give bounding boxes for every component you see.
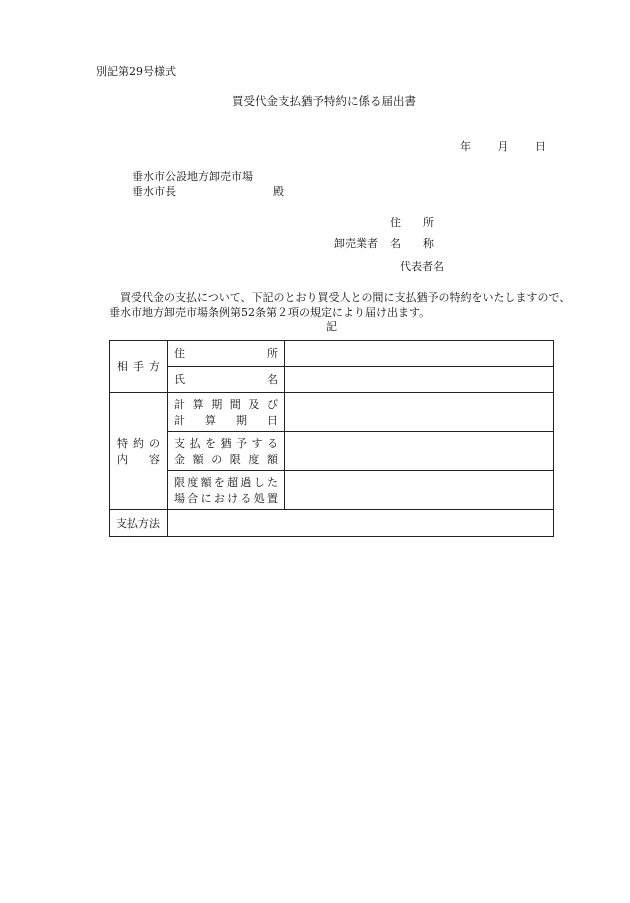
label-char: を xyxy=(205,436,216,450)
sender-name-label: 名 称 xyxy=(390,237,434,250)
label-char: 間 xyxy=(229,397,241,411)
date-line xyxy=(460,141,546,152)
label-char: 予 xyxy=(236,436,247,450)
label-char: お xyxy=(213,491,225,505)
label-char: 額 xyxy=(200,475,212,489)
addressee-mayor: 垂水市長 xyxy=(132,185,176,198)
label-char: る xyxy=(267,436,278,450)
counterparty-name-label xyxy=(168,367,285,393)
table-row xyxy=(110,471,554,510)
counterparty-address-label xyxy=(168,341,285,367)
label-char: 住 xyxy=(174,347,185,360)
label-char: 限 xyxy=(174,475,185,489)
label-char: 場 xyxy=(174,491,185,505)
label-char: の xyxy=(211,452,223,466)
label-char: 合 xyxy=(187,491,199,505)
label-char: 払 xyxy=(189,436,201,450)
terms-char: 約 xyxy=(133,436,144,450)
label-char: 算 xyxy=(205,413,216,427)
label-char: 支 xyxy=(174,436,185,450)
label-char: 限 xyxy=(229,452,241,466)
label-char: 猶 xyxy=(220,436,232,450)
label-char: た xyxy=(266,475,278,489)
calc-period-value[interactable] xyxy=(285,393,554,432)
ki-heading: 記 xyxy=(326,320,337,333)
document-title: 買受代金支払猶予特約に係る届出書 xyxy=(232,94,416,108)
deferred-amount-label xyxy=(168,432,285,471)
addressee-honorific: 殿 xyxy=(273,185,284,198)
table-row xyxy=(110,432,554,471)
label-char: 置 xyxy=(266,491,278,505)
deferred-amount-value[interactable] xyxy=(285,432,554,471)
label-char: 及 xyxy=(248,397,260,411)
counterparty-name-value[interactable] xyxy=(285,367,554,393)
terms-char: の xyxy=(149,436,160,450)
label-char: 度 xyxy=(248,452,260,466)
label-char: 氏 xyxy=(174,373,185,386)
label-char: 額 xyxy=(266,452,278,466)
label-char: 過 xyxy=(240,475,252,489)
table-row xyxy=(110,393,554,432)
label-char: 計 xyxy=(174,413,185,427)
date-year: 年 xyxy=(460,140,471,153)
label-char: す xyxy=(251,436,263,450)
label-char: 金 xyxy=(174,452,185,466)
detail-table xyxy=(109,340,554,537)
excess-handling-label xyxy=(168,471,285,510)
addressee-market: 垂水市公設地方卸売市場 xyxy=(132,170,253,183)
payment-method-value[interactable] xyxy=(168,510,554,537)
date-month: 月 xyxy=(497,140,509,153)
terms-char: 内 xyxy=(117,452,128,466)
table-row xyxy=(110,510,554,537)
form-number: 別記第29号様式 xyxy=(96,65,176,78)
label-char: 額 xyxy=(192,452,204,466)
sender-role: 卸売業者 xyxy=(334,237,378,250)
counterparty-address-value[interactable] xyxy=(285,341,554,367)
label-char: 期 xyxy=(211,397,223,411)
table-row xyxy=(110,341,554,367)
label-char: 期 xyxy=(236,413,247,427)
payment-method-label: 支払方法 xyxy=(110,510,168,537)
counterparty-category xyxy=(110,341,168,393)
terms-char: 容 xyxy=(149,452,160,466)
counterparty-char: 方 xyxy=(149,360,160,373)
counterparty-char: 相 xyxy=(117,360,128,373)
label-char: 超 xyxy=(227,475,239,489)
label-char: 計 xyxy=(174,397,185,411)
special-terms-category xyxy=(110,393,168,510)
table-row xyxy=(110,367,554,393)
label-char: 名 xyxy=(267,373,278,386)
label-char: び xyxy=(266,397,278,411)
label-char: 度 xyxy=(187,475,199,489)
excess-handling-value[interactable] xyxy=(285,471,554,510)
label-char: 処 xyxy=(253,491,265,505)
label-char: 算 xyxy=(192,397,204,411)
label-char: 日 xyxy=(267,413,278,427)
calc-period-label xyxy=(168,393,285,432)
label-char: を xyxy=(213,475,225,489)
body-text: 買受代金の支払について、下記のとおり買受人との間に支払猶予の特約をいたしますので、垂水市地方卸売市場条例第52条第２項の規定により届け出ます。 xyxy=(109,291,571,319)
terms-char: 特 xyxy=(117,436,128,450)
label-char: 所 xyxy=(267,347,278,360)
label-char: に xyxy=(200,491,212,505)
label-char: る xyxy=(240,491,252,505)
label-char: し xyxy=(253,475,265,489)
counterparty-char: 手 xyxy=(133,360,144,373)
sender-representative-label: 代表者名 xyxy=(400,260,444,273)
sender-address-label: 住 所 xyxy=(390,216,434,229)
label-char: け xyxy=(227,491,239,505)
date-day: 日 xyxy=(535,140,546,153)
